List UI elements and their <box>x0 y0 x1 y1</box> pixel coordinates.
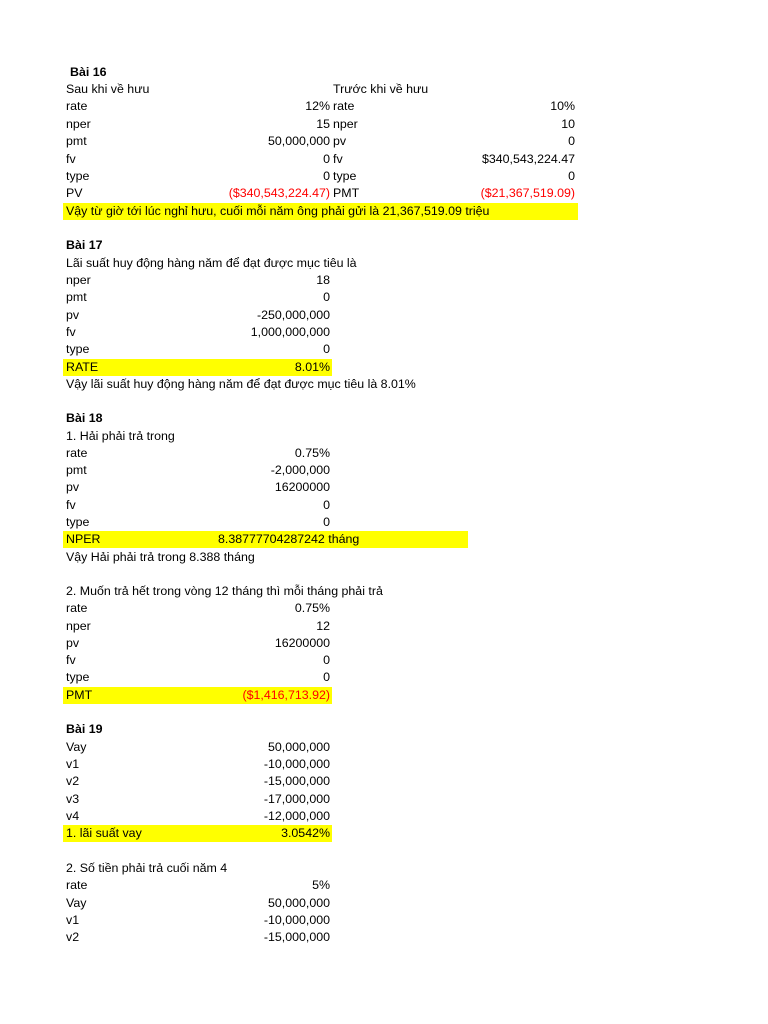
b18-value: 16200000 <box>274 480 330 494</box>
b19-rate-label: 1. lãi suất vay <box>66 826 142 840</box>
b16-value: 0 <box>323 169 330 183</box>
b16-row <box>0 133 768 150</box>
b16-value-2: 10% <box>550 99 575 113</box>
b19-p2-title: 2. Số tiền phải trả cuối năm 4 <box>66 861 228 875</box>
b18-label: type <box>66 670 90 684</box>
b18-p1-conclusion: Vậy Hải phải trả trong 8.388 tháng <box>66 550 255 564</box>
b18-value: 12 <box>316 619 330 633</box>
b16-label-2: type <box>333 169 357 183</box>
b19-value: -10,000,000 <box>263 757 330 771</box>
b19-row <box>0 929 768 946</box>
b16-pv-label: PV <box>66 186 83 200</box>
b17-conclusion: Vậy lãi suất huy động hàng năm để đạt được mục tiêu là 8.01% <box>66 377 416 391</box>
b16-row <box>0 168 768 185</box>
b16-conclusion: Vậy từ giờ tới lúc nghỉ hưu, cuối mỗi năm ông phải gửi là 21,367,519.09 triệu <box>66 204 490 218</box>
b19-label: Vay <box>66 896 87 910</box>
b17-row <box>0 341 768 358</box>
b18-nper-value: 8.38777704287242 tháng <box>218 532 360 546</box>
b18-value: -2,000,000 <box>270 463 330 477</box>
b17-label: type <box>66 342 90 356</box>
b17-row <box>0 324 768 341</box>
b18-title: Bài 18 <box>66 411 103 425</box>
b16-value-2: 10 <box>561 117 575 131</box>
b19-value: -12,000,000 <box>263 809 330 823</box>
b16-row <box>0 98 768 115</box>
b18-value: 0 <box>323 670 330 684</box>
b17-value: -250,000,000 <box>256 308 330 322</box>
b19-label: v2 <box>66 930 80 944</box>
b17-label: fv <box>66 325 76 339</box>
b16-value: 15 <box>316 117 330 131</box>
b18-row <box>0 618 768 635</box>
b18-label: rate <box>66 601 88 615</box>
b19-value: 50,000,000 <box>267 740 330 754</box>
b19-value: 50,000,000 <box>267 896 330 910</box>
b19-title-row <box>0 721 768 738</box>
b16-row <box>0 116 768 133</box>
b19-p2-title-row <box>0 860 768 877</box>
b16-label: rate <box>66 99 88 113</box>
b19-row <box>0 773 768 790</box>
b17-label: nper <box>66 273 91 287</box>
b19-value: -15,000,000 <box>263 930 330 944</box>
b18-value: 0.75% <box>294 446 330 460</box>
b16-title-row <box>0 64 768 81</box>
b19-row <box>0 895 768 912</box>
b18-value: 0 <box>323 653 330 667</box>
b16-value-2: 0 <box>568 134 575 148</box>
b16-pmt-label: PMT <box>333 186 360 200</box>
b17-label: pmt <box>66 290 87 304</box>
b16-value-2: 0 <box>568 169 575 183</box>
b18-row <box>0 669 768 686</box>
b19-rate-value: 3.0542% <box>281 826 330 840</box>
b18-p1-title-row <box>0 428 768 445</box>
b17-value: 0 <box>323 290 330 304</box>
b17-title-row <box>0 237 768 254</box>
b16-label: fv <box>66 152 76 166</box>
b16-value-2: $340,543,224.47 <box>481 152 575 166</box>
b19-row <box>0 808 768 825</box>
b18-row <box>0 479 768 496</box>
b17-value: 1,000,000,000 <box>250 325 330 339</box>
b17-subtitle-row <box>0 255 768 272</box>
b18-label: rate <box>66 446 88 460</box>
b18-value: 0 <box>323 498 330 512</box>
b16-right-header: Trước khi về hưu <box>333 82 429 96</box>
b16-value: 12% <box>305 99 330 113</box>
b16-label-2: rate <box>333 99 355 113</box>
b19-row <box>0 739 768 756</box>
b16-row <box>0 151 768 168</box>
b17-subtitle: Lãi suất huy động hàng năm để đạt được mục tiêu là <box>66 256 357 270</box>
b16-label: pmt <box>66 134 87 148</box>
b19-label: Vay <box>66 740 87 754</box>
b19-value: -17,000,000 <box>263 792 330 806</box>
b17-title: Bài 17 <box>66 238 103 252</box>
b17-conclusion-row <box>0 376 768 393</box>
b17-value: 0 <box>323 342 330 356</box>
b19-value: -10,000,000 <box>263 913 330 927</box>
b17-rate-label: RATE <box>66 360 99 374</box>
b16-label-2: fv <box>333 152 343 166</box>
b18-row <box>0 497 768 514</box>
b19-label: v3 <box>66 792 80 806</box>
b16-title: Bài 16 <box>70 65 107 79</box>
b18-pmt-value: ($1,416,713.92) <box>242 688 330 702</box>
b18-title-row <box>0 410 768 427</box>
b17-row <box>0 307 768 324</box>
b18-label: type <box>66 515 90 529</box>
b18-label: nper <box>66 619 91 633</box>
b16-label: nper <box>66 117 91 131</box>
b19-label: v1 <box>66 913 80 927</box>
b16-value: 50,000,000 <box>267 134 330 148</box>
b18-pmt-label: PMT <box>66 688 93 702</box>
b18-label: pmt <box>66 463 87 477</box>
b17-label: pv <box>66 308 80 322</box>
b19-label: v1 <box>66 757 80 771</box>
b16-result-row <box>0 185 768 202</box>
b18-p2-title-row <box>0 583 768 600</box>
b17-value: 18 <box>316 273 330 287</box>
b18-p1-conclusion-row <box>0 549 768 566</box>
b19-row <box>0 877 768 894</box>
b17-rate-value: 8.01% <box>294 360 330 374</box>
b17-rate-row <box>0 359 768 376</box>
b18-p2-title: 2. Muốn trả hết trong vòng 12 tháng thì mỗi tháng phải trả <box>66 584 383 598</box>
b16-header-row <box>0 81 768 98</box>
b18-nper-row <box>0 531 768 548</box>
b19-label: v2 <box>66 774 80 788</box>
b18-value: 16200000 <box>274 636 330 650</box>
b18-label: fv <box>66 498 76 512</box>
b16-pmt-value: ($21,367,519.09) <box>480 186 575 200</box>
b16-label: type <box>66 169 90 183</box>
highlight-fill <box>63 359 332 376</box>
b18-value: 0 <box>323 515 330 529</box>
b18-value: 0.75% <box>294 601 330 615</box>
b19-title: Bài 19 <box>66 722 103 736</box>
b18-row <box>0 462 768 479</box>
b19-label: v4 <box>66 809 80 823</box>
b19-label: rate <box>66 878 88 892</box>
b18-row <box>0 635 768 652</box>
b16-pv-value: ($340,543,224.47) <box>228 186 330 200</box>
b17-row <box>0 289 768 306</box>
b18-label: pv <box>66 480 80 494</box>
b16-left-header: Sau khi về hưu <box>66 82 150 96</box>
b16-conclusion-row <box>0 203 768 220</box>
b16-label-2: nper <box>333 117 358 131</box>
b19-row <box>0 791 768 808</box>
b18-pmt-row <box>0 687 768 704</box>
b18-row <box>0 514 768 531</box>
b19-row <box>0 756 768 773</box>
b19-value: 5% <box>312 878 330 892</box>
b18-p1-title: 1. Hải phải trả trong <box>66 429 175 443</box>
b18-nper-label: NPER <box>66 532 101 546</box>
b18-row <box>0 652 768 669</box>
b18-label: fv <box>66 653 76 667</box>
b19-value: -15,000,000 <box>263 774 330 788</box>
b18-row <box>0 600 768 617</box>
b17-row <box>0 272 768 289</box>
b16-value: 0 <box>323 152 330 166</box>
b16-label-2: pv <box>333 134 347 148</box>
b18-label: pv <box>66 636 80 650</box>
b19-row <box>0 912 768 929</box>
b19-rate-row <box>0 825 768 842</box>
b18-row <box>0 445 768 462</box>
